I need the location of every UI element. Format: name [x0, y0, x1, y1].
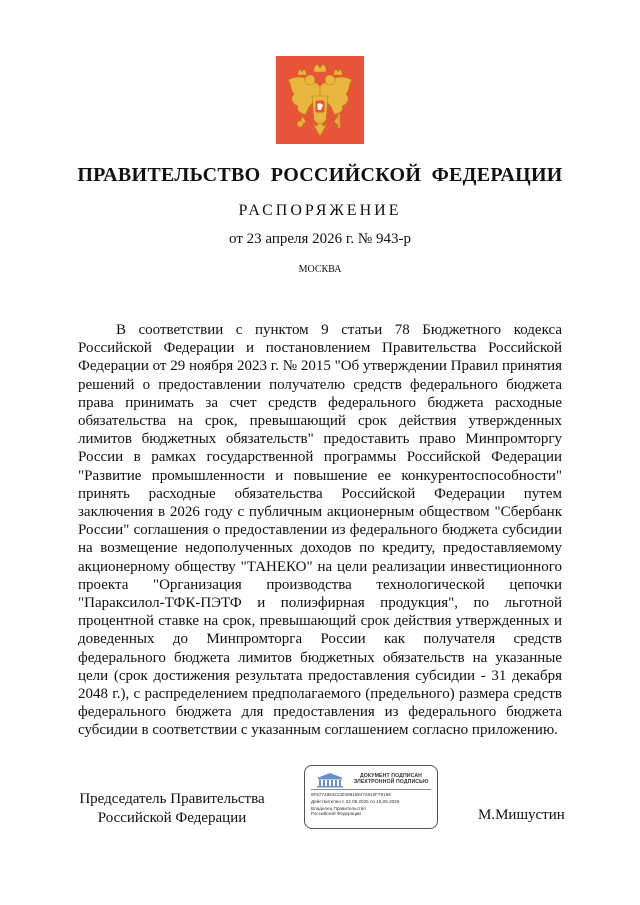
signer-name: М.Мишустин — [478, 807, 565, 823]
document-city: МОСКВА — [298, 264, 342, 275]
stamp-owner: Владелец Правительство Российской Федерации — [311, 806, 366, 817]
electronic-signature-stamp — [304, 765, 438, 829]
coat-of-arms-emblem — [276, 56, 364, 144]
document-date-number: от 23 апреля 2026 г. № 943-р — [229, 231, 411, 247]
stamp-heading — [347, 773, 435, 786]
stamp-certificate: 8F67748542130408188472810F79155 — [311, 792, 391, 797]
signer-position-line2: Российской Федерации — [97, 810, 247, 826]
stamp-heading-line2: ЭЛЕКТРОННОЙ ПОДПИСЬЮ — [353, 779, 429, 786]
signer-position-line1: Председатель Правительства — [79, 791, 265, 807]
stamp-validity: Действителен с 22.05.2025 по 15.08.2026 — [311, 799, 400, 804]
signer-position — [72, 790, 272, 828]
order-body-paragraph: В соответствии с пунктом 9 статьи 78 Бюджетного кодекса Российской Федерации и постановлением Правительства Российской Федерации от 29 ноября 2023 г. № 2015 "Об утверждении Правил принятия решений о предоставлении получателю средств федерального бюджета права принимать за счет средств федерального бюджета расходные обязательства на срок, превышающий срок действия утвержденных лимитов бюджетных обязательств" предоставить право Минпромторгу России в рамках государственной программы Российской Федерации "Развитие промышленности и повышение ее конкурентоспособности" принять расходные обязательства Российской Федерации путем заключения в 2026 году с публичным акционерным обществом "Сбербанк России" соглашения о предоставлении из федерального бюджета субсидии на возмещение недополученных доходов по кредиту, предоставляемому акционерному обществу "ТАНЕКО" на цели реализации инвестиционного проекта "Организация производства технологической цепочки "Параксилол-ТФК-ПЭТФ и полиэфирная продукция", по льготной процентной ставке на срок, превышающий срок действия утвержденных и доведенных до Минпромторга России как получателя средств федерального бюджета лимитов бюджетных обязательств на указанные цели (срок достижения результата предоставления субсидии - 31 декабря 2048 г.), с распределением предполагаемого (предельного) размера средств федерального бюджета для предоставления из федерального бюджета субсидии в соответствии с указанным соглашением согласно приложению. — [78, 322, 562, 739]
russian-coat-of-arms-icon — [276, 56, 364, 144]
stamp-divider — [311, 789, 431, 790]
document-type: РАСПОРЯЖЕНИЕ — [238, 202, 402, 219]
government-building-icon — [313, 772, 347, 788]
stamp-heading-line1: ДОКУМЕНТ ПОДПИСАН — [359, 773, 423, 779]
government-title: ПРАВИТЕЛЬСТВО РОССИЙСКОЙ ФЕДЕРАЦИИ — [77, 164, 563, 186]
